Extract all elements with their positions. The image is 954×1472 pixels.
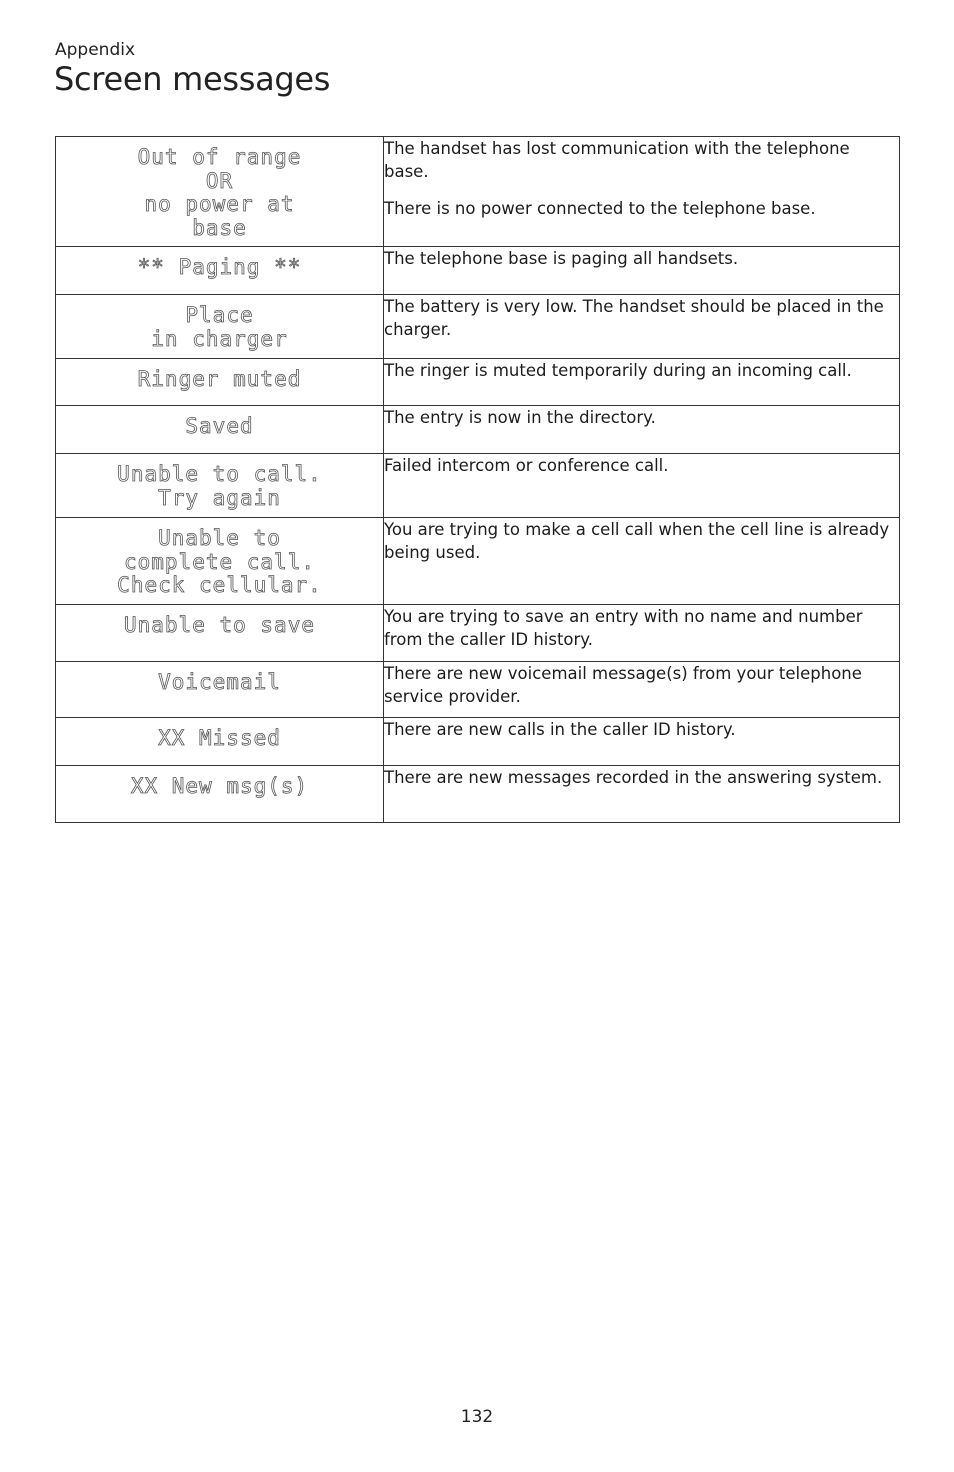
screen-message-text: Unable to save <box>123 613 315 637</box>
screen-message-cell <box>56 518 384 605</box>
description-text: You are trying to make a cell call when the cell line is already being used. <box>384 520 890 562</box>
description-cell <box>384 406 900 454</box>
table-row <box>56 454 900 518</box>
page-title: Screen messages <box>54 60 331 98</box>
screen-message-text: Out of range OR no power at base <box>137 145 302 240</box>
table-row <box>56 137 900 247</box>
description-cell <box>384 766 900 823</box>
screen-message-text: Voicemail <box>158 670 281 694</box>
screen-message-text: Place in charger <box>151 303 288 351</box>
screen-message-cell <box>56 137 384 247</box>
table-row <box>56 247 900 295</box>
description-text: The telephone base is paging all handsets. <box>384 249 739 268</box>
description-cell <box>384 662 900 718</box>
screen-message-text: XX Missed <box>158 726 281 750</box>
screen-message-cell <box>56 605 384 662</box>
screen-message-text: XX New msg(s) <box>130 774 309 798</box>
screen-message-cell <box>56 406 384 454</box>
screen-message-cell <box>56 662 384 718</box>
description-text: The ringer is muted temporarily during an incoming call. <box>384 361 852 380</box>
table-row <box>56 359 900 406</box>
screen-message-cell <box>56 295 384 359</box>
description-text: There are new messages recorded in the answering system. <box>384 768 883 787</box>
screen-message-cell <box>56 766 384 823</box>
table-row <box>56 295 900 359</box>
description-cell <box>384 247 900 295</box>
description-cell <box>384 454 900 518</box>
page-number: 132 <box>460 1407 494 1427</box>
description-text: There are new voicemail message(s) from your telephone service provider. <box>384 664 862 706</box>
description-text: Failed intercom or conference call. <box>384 456 669 475</box>
section-label: Appendix <box>55 40 136 60</box>
screen-message-text: Unable to complete call. Check cellular. <box>117 526 322 597</box>
screen-message-cell <box>56 454 384 518</box>
screen-message-text: Unable to call. Try again <box>117 462 322 510</box>
screen-messages-table <box>55 136 900 823</box>
description-cell <box>384 137 900 247</box>
screen-message-cell <box>56 359 384 406</box>
description-cell <box>384 518 900 605</box>
table-row <box>56 718 900 766</box>
table-row <box>56 518 900 605</box>
screen-message-cell <box>56 247 384 295</box>
table-row <box>56 766 900 823</box>
description-text: The entry is now in the directory. <box>384 408 656 427</box>
screen-message-cell <box>56 718 384 766</box>
table-row <box>56 662 900 718</box>
screen-message-text: ** Paging ** <box>137 255 302 279</box>
description-text: There are new calls in the caller ID history. <box>384 720 736 739</box>
description-text: You are trying to save an entry with no name and number from the caller ID history. <box>384 607 863 649</box>
description-text: The battery is very low. The handset should be placed in the charger. <box>384 297 884 339</box>
description-cell <box>384 359 900 406</box>
table-row <box>56 406 900 454</box>
description-text: The handset has lost communication with the telephone base. <box>384 139 850 181</box>
screen-message-text: Ringer muted <box>137 367 302 391</box>
table-row <box>56 605 900 662</box>
screen-message-text: Saved <box>185 414 254 438</box>
description-cell <box>384 295 900 359</box>
description-text: There is no power connected to the telephone base. <box>384 199 816 218</box>
description-cell <box>384 605 900 662</box>
description-cell <box>384 718 900 766</box>
